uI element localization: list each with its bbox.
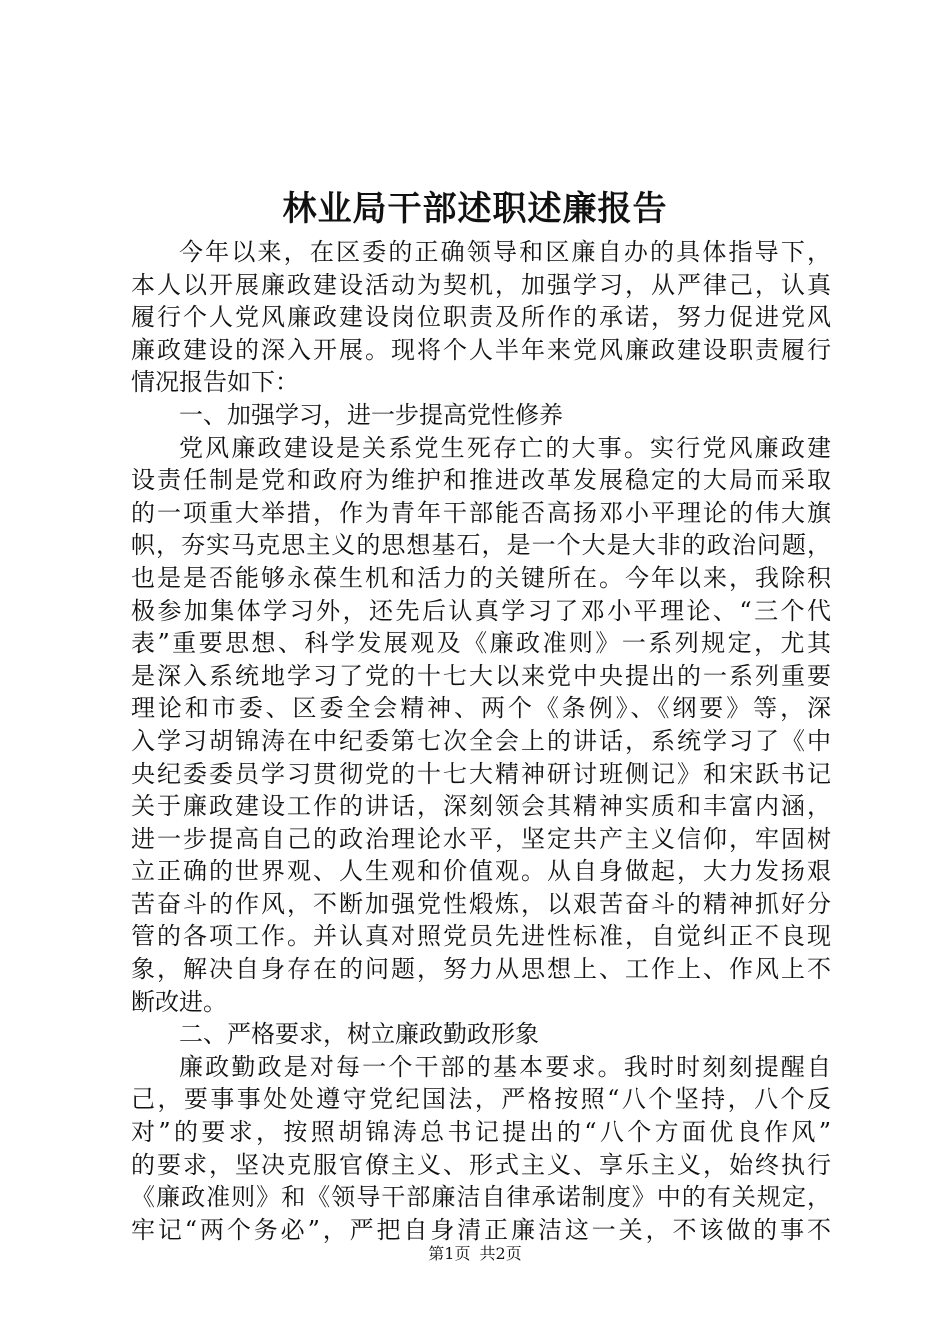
text-line: 二、严格要求，树立廉政勤政形象: [179, 1020, 539, 1049]
text-line: 极参加集体学习外，还先后认真学习了邓小平理论、“三个代: [131, 596, 831, 625]
text-line: 表”重要思想、科学发展观及《廉政准则》一系列规定，尤其: [131, 629, 831, 658]
text-line: 象，解决自身存在的问题，努力从思想上、工作上、作风上不: [131, 955, 831, 984]
text-line: 央纪委委员学习贯彻党的十七大精神研讨班侧记》和宋跃书记: [131, 759, 831, 788]
text-line: 的一项重大举措，作为青年干部能否高扬邓小平理论的伟大旗: [131, 498, 831, 527]
text-line: 廉政建设的深入开展。现将个人半年来党风廉政建设职责履行: [131, 335, 831, 364]
text-line: 情况报告如下：: [131, 368, 299, 397]
text-line: 党风廉政建设是关系党生死存亡的大事。实行党风廉政建: [179, 433, 831, 462]
text-line: 设责任制是党和政府为维护和推进改革发展稳定的大局而采取: [131, 466, 831, 495]
text-line: 帜，夯实马克思主义的思想基石，是一个大是大非的政治问题，: [131, 531, 831, 560]
text-line: 关于廉政建设工作的讲话，深刻领会其精神实质和丰富内涵，: [131, 792, 831, 821]
document-body: [131, 236, 831, 1246]
text-line: 入学习胡锦涛在中纪委第七次全会上的讲话，系统学习了《中: [131, 726, 831, 755]
text-line: 也是是否能够永葆生机和活力的关键所在。今年以来，我除积: [131, 563, 831, 592]
text-line: 立正确的世界观、人生观和价值观。从自身做起，大力发扬艰: [131, 857, 831, 886]
text-line: 对”的要求，按照胡锦涛总书记提出的“八个方面优良作风”: [131, 1118, 831, 1147]
page-total: 共2页: [479, 1244, 522, 1263]
text-line: 断改进。: [131, 987, 227, 1016]
text-line: 是深入系统地学习了党的十七大以来党中央提出的一系列重要: [131, 661, 831, 690]
page-number: 第1页: [428, 1244, 471, 1263]
document-title: 林业局干部述职述廉报告: [282, 189, 668, 229]
page-footer: [0, 1244, 950, 1264]
text-line: 理论和市委、区委全会精神、两个《条例》、《纲要》等，深: [131, 694, 831, 723]
text-line: 履行个人党风廉政建设岗位职责及所作的承诺，努力促进党风: [131, 303, 831, 332]
text-line: 廉政勤政是对每一个干部的基本要求。我时时刻刻提醒自: [179, 1052, 831, 1081]
text-line: 管的各项工作。并认真对照党员先进性标准，自觉纠正不良现: [131, 922, 831, 951]
text-line: 今年以来，在区委的正确领导和区廉自办的具体指导下，: [179, 238, 831, 266]
text-line: 苦奋斗的作风，不断加强党性煅炼，以艰苦奋斗的精神抓好分: [131, 889, 831, 918]
text-line: 牢记“两个务必”，严把自身清正廉洁这一关，不该做的事不: [131, 1215, 831, 1244]
text-line: 《廉政准则》和《领导干部廉洁自律承诺制度》中的有关规定，: [131, 1183, 831, 1212]
text-line: 一、加强学习，进一步提高党性修养: [179, 400, 563, 429]
text-line: 的要求，坚决克服官僚主义、形式主义、享乐主义，始终执行: [131, 1150, 831, 1179]
text-line: 己，要事事处处遵守党纪国法，严格按照“八个坚持，八个反: [131, 1085, 831, 1114]
text-line: 进一步提高自己的政治理论水平，坚定共产主义信仰，牢固树: [131, 824, 831, 853]
text-line: 本人以开展廉政建设活动为契机，加强学习，从严律己，认真: [131, 270, 831, 299]
